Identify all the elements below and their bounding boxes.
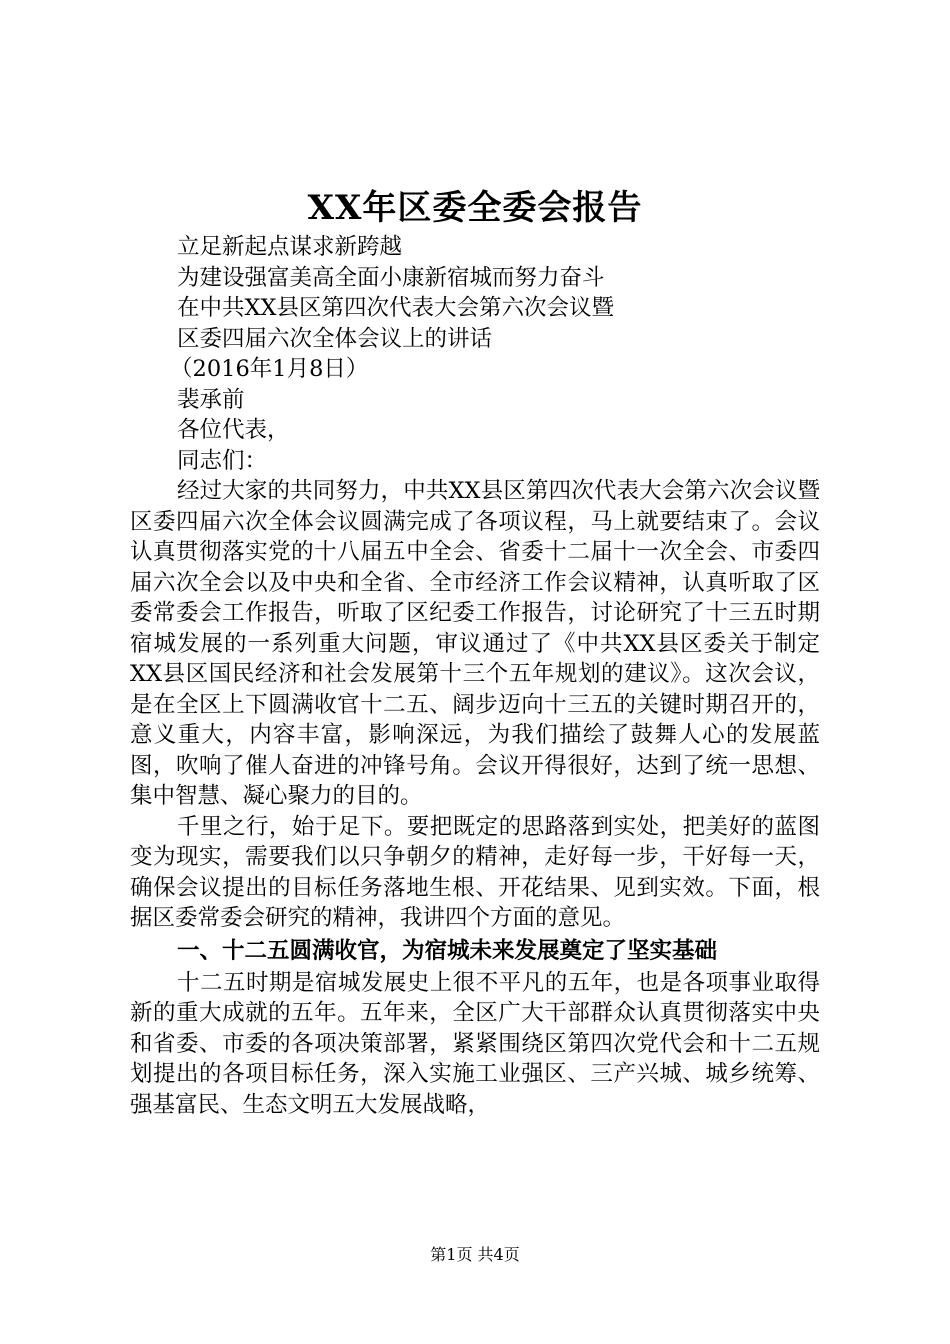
meeting-line: 在中共XX县区第四次代表大会第六次会议暨: [177, 295, 615, 321]
body-paragraph: 千里之行，始于足下。要把既定的思路落到实处，把美好的蓝图变为现实，需要我们以只争朝夕的精神，走好每一步，干好每一天，确保会议提出的目标任务落地生根、开花结果、见到实效。下面，根据区委常委会研究的精神，我讲四个方面的意见。: [130, 813, 820, 931]
body-paragraph: 经过大家的共同努力，中共XX县区第四次代表大会第六次会议暨区委四届六次全体会议圆满完成了各项议程，马上就要结束了。会议认真贯彻落实党的十八届五中全会、省委十二届十一次全会、市委四届六次全会以及中央和全省、全市经济工作会议精神，认真听取了区委常委会工作报告，听取了区纪委工作报告，讨论研究了十三五时期宿城发展的一系列重大问题，审议通过了《中共XX县区委关于制定XX县区国民经济和社会发展第十三个五年规划的建议》。这次会议，是在全区上下圆满收官十二五、阔步迈向十三五的关键时期召开的，意义重大，内容丰富，影响深远，为我们描绘了鼓舞人心的发展蓝图，吹响了催人奋进的冲锋号角。会议开得很好，达到了统一思想、集中智慧、凝心聚力的目的。: [130, 478, 820, 809]
subtitle-line: 立足新起点谋求新跨越: [177, 234, 403, 260]
date-line: （2016年1月8日）: [170, 356, 369, 382]
section-heading: 一、十二五圆满收官，为宿城未来发展奠定了坚实基础: [177, 937, 718, 964]
document-title: XX年区委全委会报告: [307, 188, 643, 228]
page-footer: 第1页 共4页: [430, 1245, 520, 1264]
meeting-line: 区委四届六次全体会议上的讲话: [177, 325, 493, 352]
document-body: [130, 232, 820, 1120]
subtitle-line: 为建设强富美高全面小康新宿城而努力奋斗: [177, 264, 605, 291]
salutation-line: 各位代表，: [177, 417, 290, 443]
body-paragraph: 十二五时期是宿城发展史上很不平凡的五年，也是各项事业取得新的重大成就的五年。五年来，全区广大干部群众认真贯彻落实中央和省委、市委的各项决策部署，紧紧围绕区第四次党代会和十二五规划提出的各项目标任务，深入实施工业强区、三产兴城、城乡统筹、强基富民、生态文明五大发展战略，: [130, 969, 820, 1118]
salutation-line: 同志们：: [177, 447, 268, 474]
speaker-name: 裴承前: [177, 386, 245, 413]
